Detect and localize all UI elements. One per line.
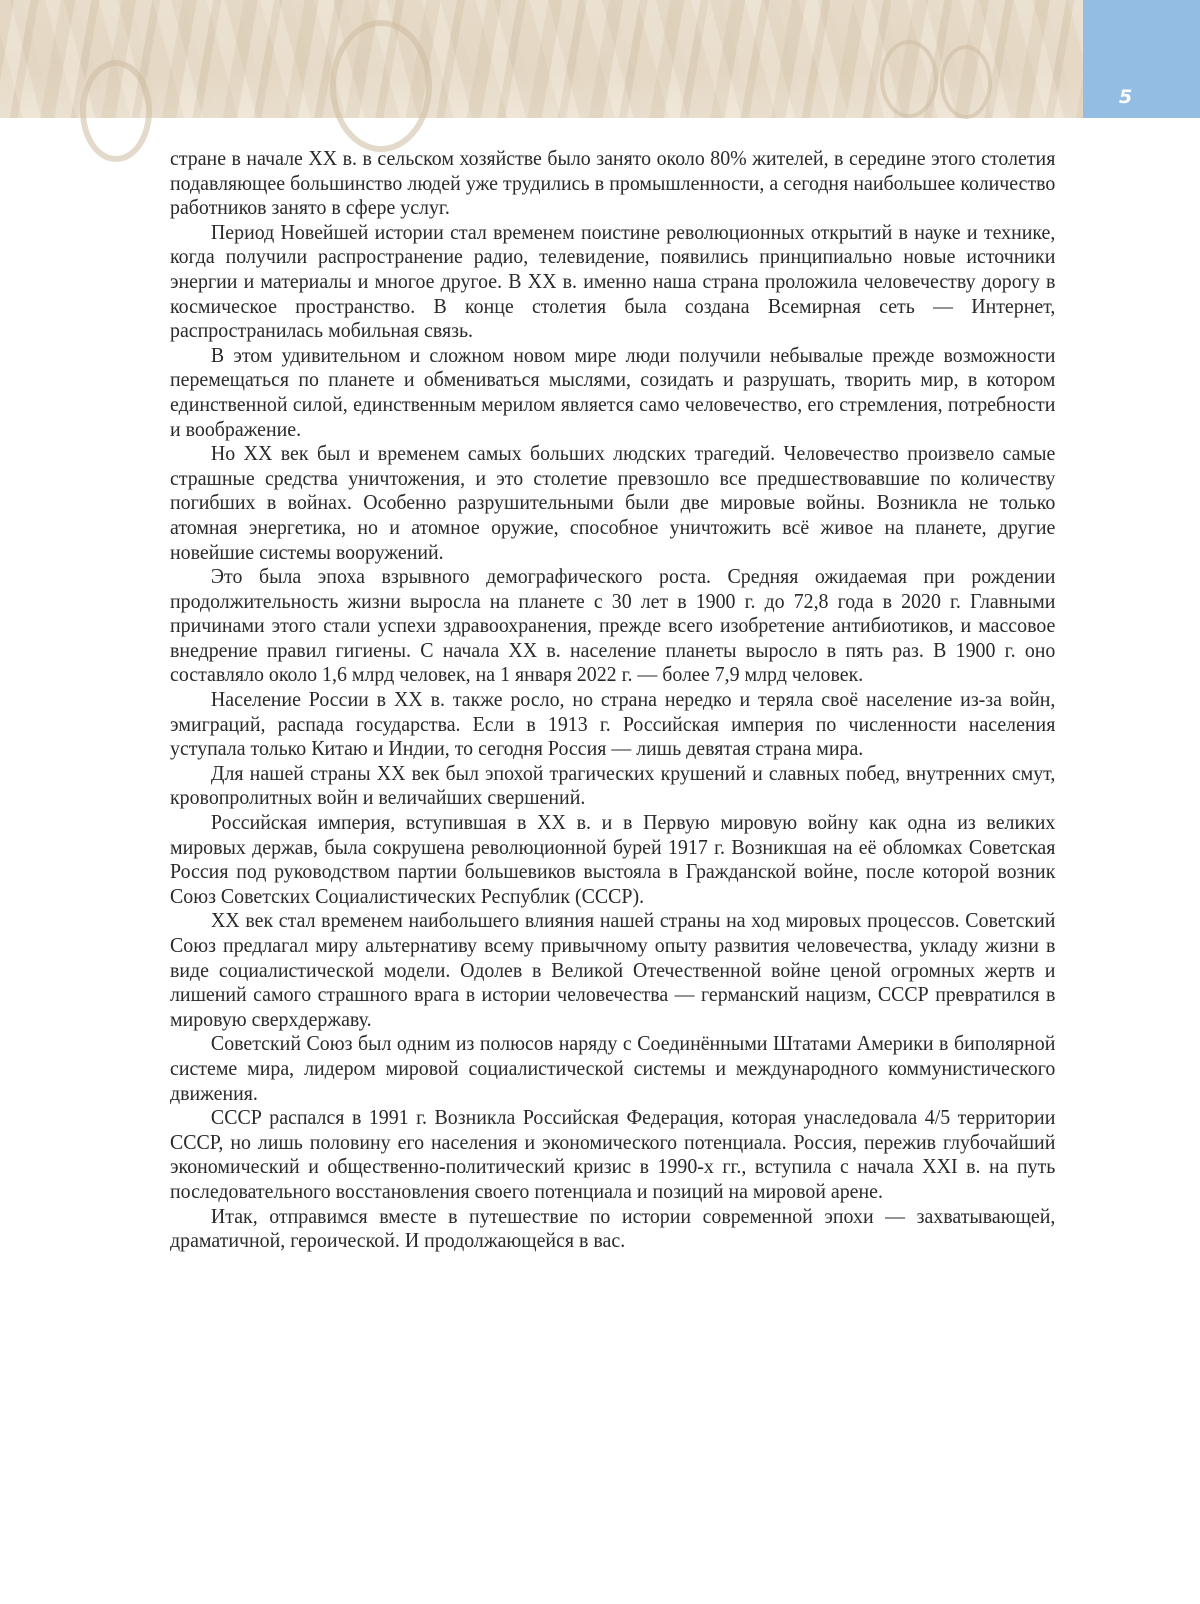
wheel-illustration: [330, 20, 432, 152]
body-text: [170, 146, 1055, 1253]
paragraph: стране в начале XX в. в сельском хозяйстве было занято около 80% жителей, в середине этого столетия подавляющее большинство людей уже трудились в промышленности, а сегодня наибольшее количество работников занято в сфере услуг.: [170, 146, 1056, 220]
paragraph: XX век стал временем наибольшего влияния нашей страны на ход мировых процессов. Советский Союз предлагал миру альтернативу всему привычному опыту развития человечества, укладу жизни в виде социалистической модели. Одолев в Великой Отечественной войне ценой огромных жертв и лишений самого страшного врага в истории человечества — германский нацизм, СССР превратился в мировую сверхдержаву.: [170, 908, 1056, 1031]
figure-illustration: [940, 45, 992, 119]
page-number: 5: [1119, 86, 1133, 108]
page-number-tab: [1083, 0, 1200, 118]
header-illustration-banner: [0, 0, 1083, 118]
paragraph: Это была эпоха взрывного демографического роста. Средняя ожидаемая при рождении продолжительность жизни выросла на планете с 30 лет в 1900 г. до 72,8 года в 2020 г. Главными причинами этого стали успехи здравоохранения, прежде всего изобретение антибиотиков, и массовое внедрение правил гигиены. С начала XX в. население планеты выросло в пять раз. В 1900 г. оно составляло около 1,6 млрд человек, на 1 января 2022 г. — более 7,9 млрд человек.: [170, 564, 1056, 687]
paragraph: Период Новейшей истории стал временем поистине революционных открытий в науке и технике, когда получили распространение радио, телевидение, появились принципиально новые источники энергии и материалы и многое другое. В XX в. именно наша страна проложила человечеству дорогу в космическое пространство. В конце столетия была создана Всемирная сеть — Интернет, распространилась мобильная связь.: [170, 219, 1056, 343]
wheel-illustration: [80, 60, 152, 162]
paragraph: Население России в XX в. также росло, но страна нередко и теряла своё население из-за войн, эмиграций, распада государства. Если в 1913 г. Российская империя по численности населения уступала только Китаю и Индии, то сегодня Россия — лишь девятая страна мира.: [170, 687, 1056, 761]
paragraph: Итак, отправимся вместе в путешествие по истории современной эпохи — захватывающей, драматичной, героической. И продолжающейся в вас.: [170, 1203, 1056, 1253]
paragraph: Но XX век был и временем самых больших людских трагедий. Человечество произвело самые страшные средства уничтожения, и это столетие превзошло все предшествовавшие по количеству погибших в войнах. Особенно разрушительными были две мировые войны. Возникла не только атомная энергетика, но и атомное оружие, способное уничтожить всё живое на планете, другие новейшие системы вооружений.: [170, 441, 1056, 564]
paragraph: СССР распался в 1991 г. Возникла Российская Федерация, которая унаследовала 4/5 территории СССР, но лишь половину его населения и экономического потенциала. Россия, пережив глубочайший экономический и общественно-политический кризис в 1990-х гг., вступила с начала XXI в. на путь последовательного восстановления своего потенциала и позиций на мировой арене.: [170, 1105, 1056, 1203]
paragraph: Для нашей страны XX век был эпохой трагических крушений и славных побед, внутренних смут, кровопролитных войн и величайших свершений.: [170, 760, 1056, 810]
paragraph: Российская империя, вступившая в XX в. и в Первую мировую войну как одна из великих мировых держав, была сокрушена революционной бурей 1917 г. Возникшая на её обломках Советская Россия под руководством партии большевиков выстояла в Гражданской войне, после которой возник Союз Советских Социалистических Республик (СССР).: [170, 810, 1056, 908]
figure-illustration: [880, 40, 938, 118]
paragraph: В этом удивительном и сложном новом мире люди получили небывалые прежде возможности перемещаться по планете и обмениваться мыслями, созидать и разрушать, творить мир, в котором единственной силой, единственным мерилом является само человечество, его стремления, потребности и воображение.: [170, 342, 1056, 441]
paragraph: Советский Союз был одним из полюсов наряду с Соединёнными Штатами Америки в биполярной системе мира, лидером мировой социалистической системы и международного коммунистического движения.: [170, 1031, 1056, 1105]
